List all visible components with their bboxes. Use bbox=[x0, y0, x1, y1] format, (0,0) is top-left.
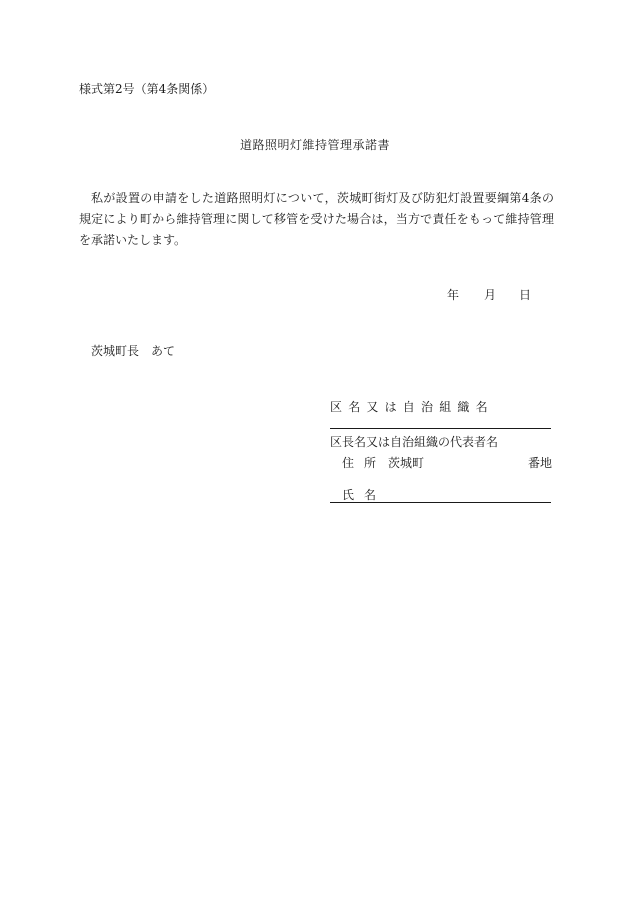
organization-fill-line[interactable] bbox=[330, 418, 551, 429]
address-suffix: 番地 bbox=[527, 456, 552, 470]
organization-label: 区名又は自治組織名 bbox=[330, 400, 494, 414]
addressee-suffix: あて bbox=[151, 344, 176, 358]
representative-label: 区長名又は自治組織の代表者名 bbox=[330, 435, 499, 449]
addressee bbox=[91, 342, 175, 359]
address-label: 住所 bbox=[342, 456, 387, 470]
date-month-label: 月 bbox=[484, 288, 497, 302]
addressee-name: 茨城町長 bbox=[91, 344, 140, 358]
body-paragraph: 私が設置の申請をした道路照明灯について，茨城町街灯及び防犯灯設置要綱第4条の規定により町から維持管理に関して移管を受けた場合は，当方で責任をもって維持管理を承諾いたします。 bbox=[79, 191, 554, 247]
form-number: 様式第2号（第4条関係） bbox=[79, 82, 215, 96]
name-fill-line[interactable] bbox=[330, 486, 551, 503]
document-title: 道路照明灯維持管理承諾書 bbox=[239, 138, 390, 152]
date-line bbox=[447, 286, 531, 303]
name-label: 氏名 bbox=[342, 488, 387, 502]
signature-block bbox=[330, 398, 552, 503]
date-day-label: 日 bbox=[519, 288, 532, 302]
address-town: 茨城町 bbox=[388, 456, 425, 470]
date-year-label: 年 bbox=[447, 288, 460, 302]
address-row[interactable] bbox=[330, 454, 552, 472]
